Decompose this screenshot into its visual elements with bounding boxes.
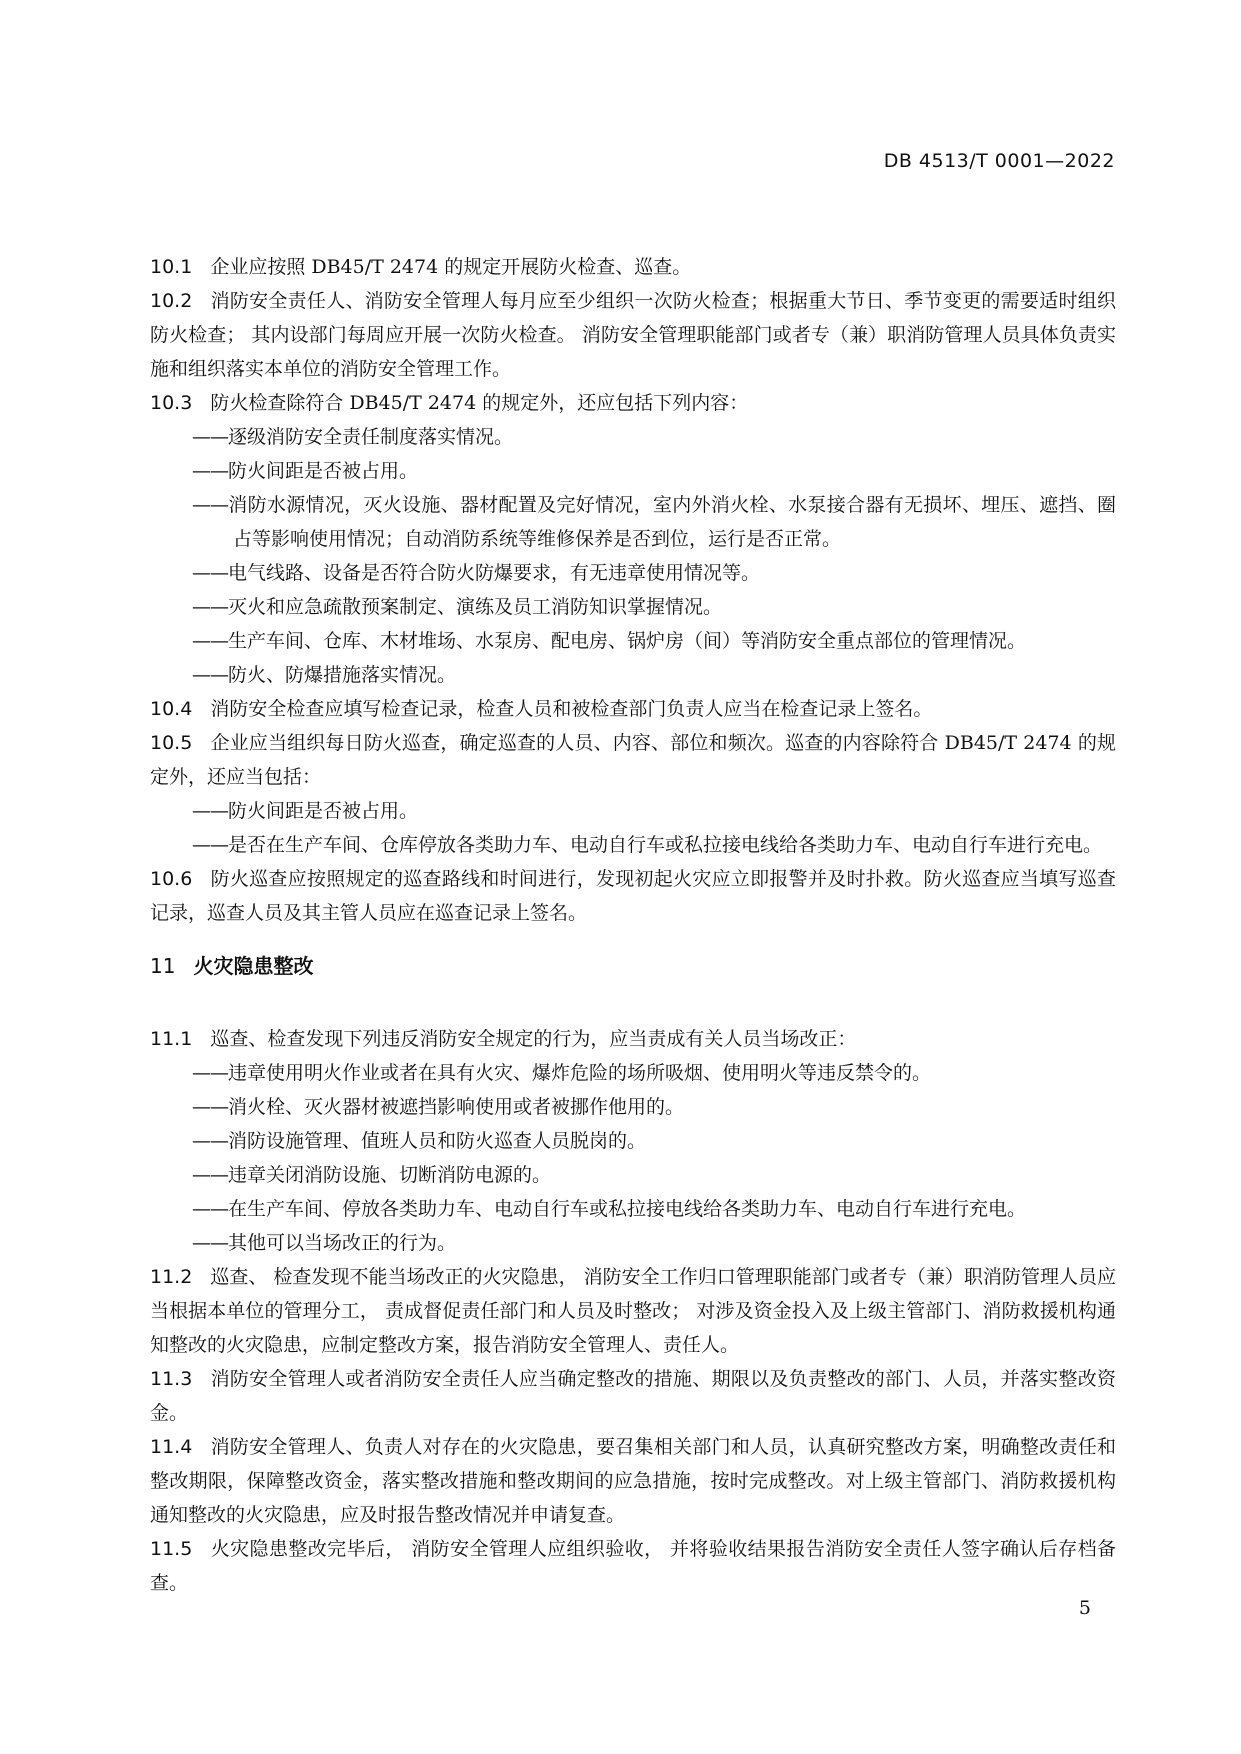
dash-marker: ——: [192, 494, 228, 516]
clause-11-3: [150, 1362, 1116, 1430]
clause-text: 消防安全管理人、负责人对存在的火灾隐患，要召集相关部门和人员，认真研究整改方案，明确整改责任和整改期限，保障整改资金，落实整改措施和整改期间的应急措施，按时完成整改。对上级主管部门、消防救援机构通知整改的火灾隐患，应及时报告整改情况并申请复查。: [150, 1436, 1116, 1526]
dash-marker: ——: [192, 1232, 228, 1254]
list-item-text: 消防设施管理、值班人员和防火巡查人员脱岗的。: [228, 1130, 647, 1152]
list-item-text: 防火间距是否被占用。: [228, 800, 419, 822]
list-item-text: 是否在生产车间、仓库停放各类助力车、电动自行车或私拉接电线给各类助力车、电动自行车进行充电。: [228, 834, 1103, 856]
clause-number: 11.5: [150, 1538, 193, 1560]
list-item: [192, 590, 1116, 624]
list-item: [192, 658, 1116, 692]
list-item-text: 防火、防爆措施落实情况。: [228, 664, 457, 686]
clause-10-5: [150, 726, 1116, 794]
list-item-text: 防火间距是否被占用。: [228, 460, 419, 482]
document-code-header: DB 4513/T 0001—2022: [883, 150, 1115, 172]
clause-number: 11.3: [150, 1368, 193, 1390]
clause-number: 11.2: [150, 1266, 193, 1288]
list-item: [192, 488, 1116, 556]
section-number: 11: [150, 954, 176, 978]
list-item-text: 在生产车间、停放各类助力车、电动自行车或私拉接电线给各类助力车、电动自行车进行充电。: [228, 1198, 1027, 1220]
dash-marker: ——: [192, 1198, 228, 1220]
dash-marker: ——: [192, 1130, 228, 1152]
list-item: [192, 1124, 1116, 1158]
clause-number: 10.4: [150, 698, 193, 720]
list-item: [192, 1192, 1116, 1226]
dash-marker: ——: [192, 1164, 228, 1186]
list-item: [192, 1158, 1116, 1192]
section-heading-11: [150, 949, 1116, 983]
dash-marker: ——: [192, 630, 228, 652]
dash-marker: ——: [192, 834, 228, 856]
clause-number: 10.1: [150, 256, 193, 278]
section-title: 火灾隐患整改: [193, 954, 314, 978]
clause-10-6: [150, 862, 1116, 930]
clause-11-5: [150, 1532, 1116, 1600]
clause-text: 巡查、检查发现下列违反消防安全规定的行为，应当责成有关人员当场改正：: [210, 1028, 857, 1050]
clause-11-2: [150, 1260, 1116, 1362]
clause-number: 10.2: [150, 290, 193, 312]
list-item-text: 灭火和应急疏散预案制定、演练及员工消防知识掌握情况。: [228, 596, 723, 618]
dash-marker: ——: [192, 800, 228, 822]
list-item-text: 逐级消防安全责任制度落实情况。: [228, 426, 514, 448]
list-item: [192, 454, 1116, 488]
clause-10-1: [150, 250, 1116, 284]
clause-text: 防火检查除符合 DB45/T 2474 的规定外，还应包括下列内容：: [210, 392, 749, 414]
dash-marker: ——: [192, 562, 228, 584]
list-item-text: 消火栓、灭火器材被遮挡影响使用或者被挪作他用的。: [228, 1096, 685, 1118]
list-item: [192, 1226, 1116, 1260]
clause-text: 消防安全管理人或者消防安全责任人应当确定整改的措施、期限以及负责整改的部门、人员，并落实整改资金。: [150, 1368, 1116, 1424]
list-item-text: 违章使用明火作业或者在具有火灾、爆炸危险的场所吸烟、使用明火等违反禁令的。: [228, 1062, 932, 1084]
clause-10-2: [150, 284, 1116, 386]
dash-marker: ——: [192, 596, 228, 618]
clause-number: 11.1: [150, 1028, 193, 1050]
list-item-text: 其他可以当场改正的行为。: [228, 1232, 457, 1254]
list-item: [192, 420, 1116, 454]
list-item: [192, 1056, 1116, 1090]
list-item: [192, 828, 1116, 862]
list-item: [192, 1090, 1116, 1124]
clause-text: 企业应当组织每日防火巡查，确定巡查的人员、内容、部位和频次。巡查的内容除符合 DB45/T 2474 的规定外，还应当包括：: [150, 732, 1116, 788]
clause-11-1: [150, 1022, 1116, 1056]
clause-text: 消防安全责任人、消防安全管理人每月应至少组织一次防火检查；根据重大节日、季节变更的需要适时组织防火检查； 其内设部门每周应开展一次防火检查。 消防安全管理职能部门或者专（兼）职消防管理人员具体负责实施和组织落实本单位的消防安全管理工作。: [150, 290, 1116, 380]
list-item-text: 电气线路、设备是否符合防火防爆要求，有无违章使用情况等。: [228, 562, 761, 584]
dash-marker: ——: [192, 426, 228, 448]
dash-marker: ——: [192, 1096, 228, 1118]
list-item-text: 生产车间、仓库、木材堆场、水泵房、配电房、锅炉房（间）等消防安全重点部位的管理情况。: [228, 630, 1027, 652]
clause-number: 10.6: [150, 868, 193, 890]
dash-marker: ——: [192, 460, 228, 482]
clause-number: 10.3: [150, 392, 193, 414]
clause-text: 企业应按照 DB45/T 2474 的规定开展防火检查、巡查。: [210, 256, 692, 278]
clause-10-3: [150, 386, 1116, 420]
clause-text: 消防安全检查应填写检查记录，检查人员和被检查部门负责人应当在检查记录上签名。: [210, 698, 933, 720]
clause-11-4: [150, 1430, 1116, 1532]
page-number: 5: [1078, 1597, 1091, 1619]
list-item: [192, 556, 1116, 590]
dash-marker: ——: [192, 664, 228, 686]
list-item-text: 违章关闭消防设施、切断消防电源的。: [228, 1164, 552, 1186]
dash-marker: ——: [192, 1062, 228, 1084]
clause-text: 巡查、 检查发现不能当场改正的火灾隐患， 消防安全工作归口管理职能部门或者专（兼）职消防管理人员应当根据本单位的管理分工， 责成督促责任部门和人员及时整改； 对涉及资金投入及上级主管部门、消防救援机构通知整改的火灾隐患，应制定整改方案，报告消防安全管理人、责任人。: [150, 1266, 1116, 1356]
list-item: [192, 794, 1116, 828]
list-item: [192, 624, 1116, 658]
clause-number: 11.4: [150, 1436, 193, 1458]
document-body: [150, 250, 1116, 1600]
clause-number: 10.5: [150, 732, 193, 754]
clause-text: 防火巡查应按照规定的巡查路线和时间进行，发现初起火灾应立即报警并及时扑救。防火巡查应当填写巡查记录，巡查人员及其主管人员应在巡查记录上签名。: [150, 868, 1116, 924]
list-item-text: 消防水源情况，灭火设施、器材配置及完好情况，室内外消火栓、水泵接合器有无损坏、埋压、遮挡、圈占等影响使用情况；自动消防系统等维修保养是否到位，运行是否正常。: [228, 494, 1116, 550]
clause-text: 火灾隐患整改完毕后， 消防安全管理人应组织验收， 并将验收结果报告消防安全责任人签字确认后存档备查。: [150, 1538, 1116, 1594]
clause-10-4: [150, 692, 1116, 726]
